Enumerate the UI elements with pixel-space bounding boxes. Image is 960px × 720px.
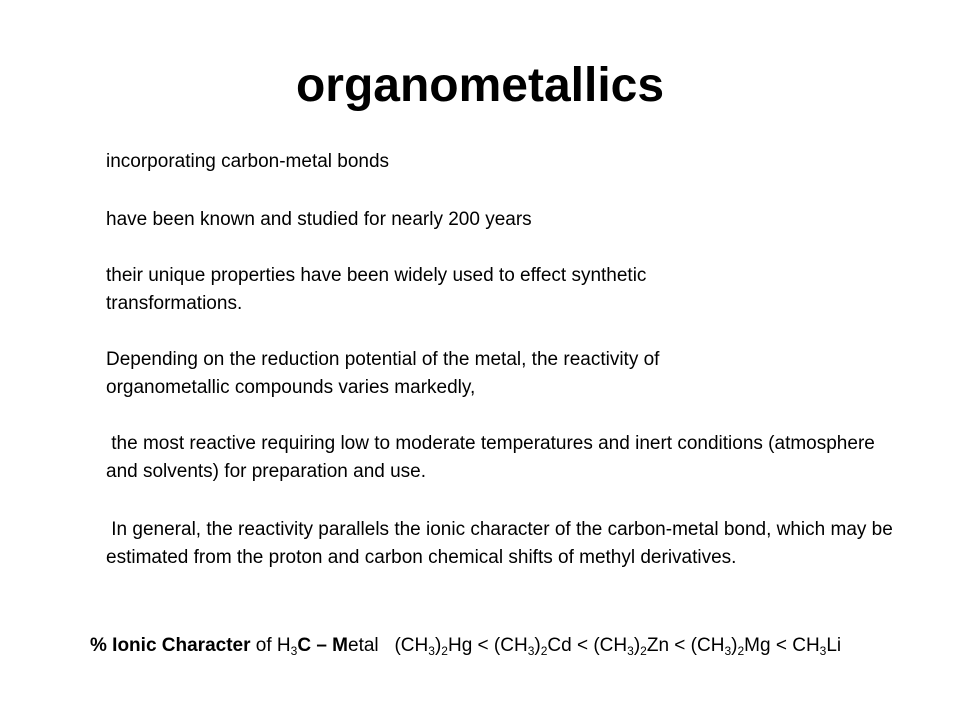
paragraph-reactive-conditions: the most reactive requiring low to moderate temperatures and inert conditions (atmosphere and solvents) for preparation and use. bbox=[106, 433, 881, 482]
formula-label: % Ionic Character bbox=[90, 635, 251, 656]
paragraph-history: have been known and studied for nearly 200 years bbox=[106, 209, 532, 230]
slide-title: organometallics bbox=[295, 59, 665, 112]
ionic-character-series: % Ionic Character of $H_3C$ – Metal $(CH_3)_2Hg < (CH_3)_2Cd < (CH_3)_2Zn < (CH_3)_2Mg < CH_3Li$ bbox=[90, 635, 842, 658]
paragraph-ionic-character: In general, the reactivity parallels the ionic character of the carbon-metal bond, which may be estimated from the proton and carbon chemical shifts of methyl derivatives. bbox=[106, 519, 899, 568]
paragraph-synthetic-use: their unique properties have been widely used to effect synthetic transformations. bbox=[106, 265, 647, 314]
paragraph-reduction-potential: Depending on the reduction potential of the metal, the reactivity of organometallic compounds varies markedly, bbox=[106, 349, 660, 398]
paragraph-carbon-metal-bonds: incorporating carbon-metal bonds bbox=[106, 151, 390, 172]
